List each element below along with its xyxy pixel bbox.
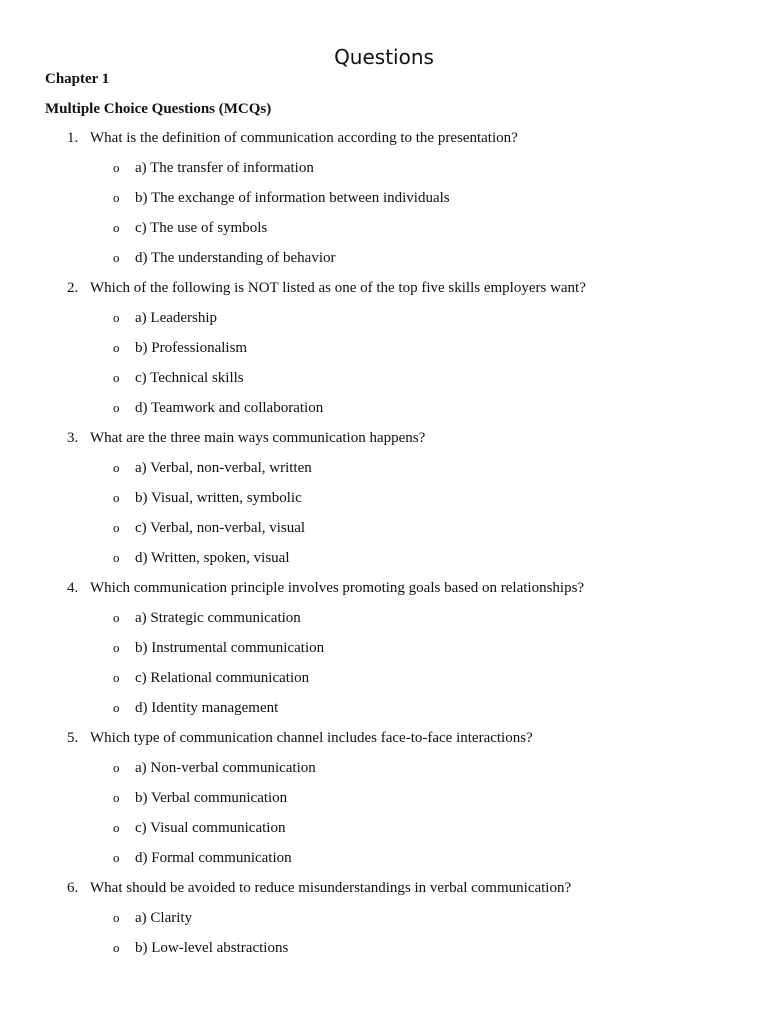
question-number: 3. [67,430,79,446]
answer-option [0,518,768,548]
question-row [0,428,768,458]
answer-option-text: a) Clarity [135,910,193,926]
bullet-icon: o [113,640,120,655]
answer-option [0,158,768,188]
answer-option-text: d) Written, spoken, visual [135,550,290,566]
answer-option [0,338,768,368]
answer-option-text: d) Teamwork and collaboration [135,400,324,416]
question-text: What are the three main ways communication happens? [90,430,426,446]
answer-option [0,398,768,428]
answer-option [0,848,768,878]
answer-option [0,188,768,218]
answer-option [0,248,768,278]
answer-option [0,788,768,818]
answer-option [0,698,768,728]
answer-option-text: a) Verbal, non-verbal, written [135,460,312,476]
answer-option-text: b) Instrumental communication [135,640,325,656]
bullet-icon: o [113,400,120,415]
answer-option [0,818,768,848]
answer-option-text: d) The understanding of behavior [135,250,336,266]
answer-option [0,908,768,938]
answer-option [0,668,768,698]
document-title: Questions [334,45,434,69]
answer-option-text: b) Professionalism [135,340,248,356]
answer-option-text: d) Formal communication [135,850,292,866]
answer-option-text: c) Relational communication [135,670,310,686]
question-row [0,578,768,608]
question-row [0,728,768,758]
answer-option [0,368,768,398]
bullet-icon: o [113,700,120,715]
chapter-heading: Chapter 1 [45,71,110,87]
answer-option [0,218,768,248]
bullet-icon: o [113,550,120,565]
question-item [0,728,768,878]
question-row [0,878,768,908]
answer-option [0,638,768,668]
answer-option-text: c) Verbal, non-verbal, visual [135,520,306,536]
answer-option [0,308,768,338]
answer-option [0,758,768,788]
answer-option [0,488,768,518]
answer-option [0,458,768,488]
bullet-icon: o [113,490,120,505]
answer-option-text: d) Identity management [135,700,279,716]
bullet-icon: o [113,520,120,535]
answer-option-text: b) Visual, written, symbolic [135,490,302,506]
bullet-icon: o [113,820,120,835]
section-heading: Multiple Choice Questions (MCQs) [45,101,272,117]
bullet-icon: o [113,760,120,775]
bullet-icon: o [113,310,120,325]
bullet-icon: o [113,610,120,625]
answer-option-text: a) Leadership [135,310,218,326]
answer-option-text: a) The transfer of information [135,160,314,176]
question-item [0,278,768,428]
answer-option [0,938,768,968]
question-item [0,128,768,278]
question-number: 5. [67,730,79,746]
answer-option-text: b) Low-level abstractions [135,940,289,956]
question-text: What is the definition of communication according to the presentation? [90,130,518,146]
bullet-icon: o [113,910,120,925]
answer-option-text: b) The exchange of information between individuals [135,190,450,206]
bullet-icon: o [113,250,120,265]
answer-option-text: b) Verbal communication [135,790,288,806]
question-item [0,428,768,578]
answer-option-text: a) Non-verbal communication [135,760,316,776]
answer-option-text: c) Visual communication [135,820,286,836]
question-text: What should be avoided to reduce misunderstandings in verbal communication? [90,880,572,896]
bullet-icon: o [113,370,120,385]
question-text: Which type of communication channel includes face-to-face interactions? [90,730,533,746]
bullet-icon: o [113,220,120,235]
bullet-icon: o [113,940,120,955]
answer-option-text: c) The use of symbols [135,220,268,236]
answer-option-text: c) Technical skills [135,370,244,386]
question-row [0,128,768,158]
bullet-icon: o [113,190,120,205]
answer-option [0,548,768,578]
question-list [0,128,768,968]
question-row [0,278,768,308]
question-item [0,878,768,968]
answer-option [0,608,768,638]
question-number: 1. [67,130,79,146]
question-item [0,578,768,728]
question-number: 6. [67,880,79,896]
bullet-icon: o [113,460,120,475]
bullet-icon: o [113,670,120,685]
bullet-icon: o [113,850,120,865]
bullet-icon: o [113,340,120,355]
question-text: Which of the following is NOT listed as one of the top five skills employers want? [90,280,586,296]
answer-option-text: a) Strategic communication [135,610,301,626]
bullet-icon: o [113,790,120,805]
question-text: Which communication principle involves promoting goals based on relationships? [90,580,585,596]
bullet-icon: o [113,160,120,175]
question-number: 4. [67,580,79,596]
question-number: 2. [67,280,79,296]
